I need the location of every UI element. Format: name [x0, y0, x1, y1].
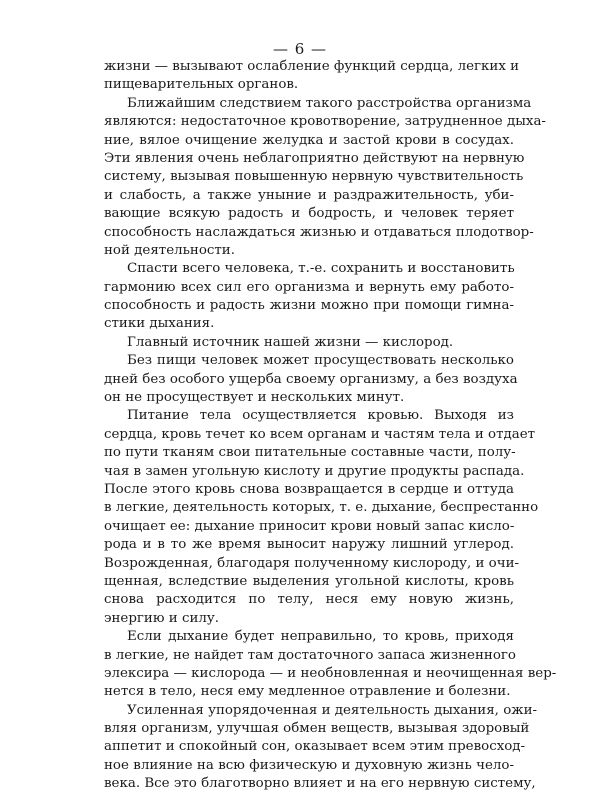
text-line: ние, вялое очищение желудка и застой крови в сосудах.: [104, 132, 514, 148]
text-line: вающие всякую радость и бодрость, и человек теряет: [104, 206, 514, 222]
paragraph: [104, 334, 514, 352]
text-line: Ближайшим следствием такого расстройства организма: [127, 95, 532, 111]
text-line: гармонию всех сил его организма и вернуть ему работо-: [104, 279, 514, 295]
text-line: Усиленная упорядоченная и деятельность дыхания, ожи-: [127, 702, 538, 718]
text-line: нется в тело, неся ему медленное отравление и болезни.: [104, 684, 511, 700]
paragraph: [104, 260, 514, 334]
text-line: ной деятельности.: [104, 242, 235, 258]
text-line: Без пищи человек может просуществовать несколько: [127, 353, 514, 369]
text-line: по пути тканям свои питательные составные части, полу-: [104, 445, 516, 461]
text-line: пищеварительных органов.: [104, 77, 299, 93]
text-line: являются: недостаточное кровотворение, затрудненное дыха-: [104, 114, 546, 130]
text-line: чая в замен угольную кислоту и другие продукты распада.: [104, 463, 525, 479]
paragraph: [104, 407, 539, 628]
text-line: аппетит и спокойный сон, оказывает всем этим превосход-: [104, 739, 526, 755]
text-line: века. Все это благотворно влияет и на его нервную систему,: [104, 776, 536, 792]
text-line: Питание тела осуществляется кровью. Выходя из: [127, 408, 514, 424]
body-text: [104, 58, 557, 794]
text-line: Если дыхание будет неправильно, то кровь, приходя: [127, 629, 514, 645]
text-line: После этого кровь снова возвращается в сердце и оттуда: [104, 481, 514, 497]
text-line: он не просуществует и нескольких минут.: [104, 390, 405, 406]
text-line: ное влияние на всю физическую и духовную жизнь чело-: [104, 757, 514, 773]
text-line: и слабость, а также уныние и раздражительность, уби-: [104, 187, 514, 203]
text-line: вляя организм, улучшая обмен веществ, вызывая здоровый: [104, 721, 530, 737]
text-line: Спасти всего человека, т.-е. сохранить и восстановить: [127, 261, 515, 277]
paragraph: [104, 702, 538, 794]
text-line: в легкие, не найдет там достаточного запаса жизненного: [104, 647, 516, 663]
page-number: — 6 —: [272, 40, 328, 58]
text-line: рода и в то же время выносит наружу лишний углерод.: [104, 537, 514, 553]
paragraph: [104, 95, 546, 261]
text-line: способность и радость жизни можно при помощи гимна-: [104, 298, 514, 314]
text-line: в легкие, деятельность которых, т. е. дыхание, беспрестанно: [104, 500, 539, 516]
text-line: Возрожденная, благодаря полученному кислороду, и очи-: [104, 555, 520, 571]
text-line: сердца, кровь течет ко всем органам и частям тела и отдает: [104, 426, 536, 442]
text-line: дней без особого ущерба своему организму, а без воздуха: [104, 371, 518, 387]
text-line: снова расходится по телу, неся ему новую жизнь,: [104, 592, 514, 608]
text-line: щенная, вследствие выделения угольной кислоты, кровь: [104, 573, 514, 589]
text-line: систему, вызывая повышенную нервную чувствительность: [104, 169, 524, 185]
text-line: способность наслаждаться жизнью и отдаваться плодотвор-: [104, 224, 534, 240]
paragraph: [104, 58, 520, 95]
text-line: жизни — вызывают ослабление функций сердца, легких и: [104, 59, 520, 74]
paragraph: [104, 352, 518, 407]
text-line: стики дыхания.: [104, 316, 215, 332]
text-line: энергию и силу.: [104, 610, 220, 626]
text-line: элексира — кислорода — и необновленная и неочищенная вер-: [104, 665, 557, 681]
text-line: Главный источник нашей жизни — кислород.: [127, 334, 454, 350]
paragraph: [104, 628, 557, 702]
text-line: Эти явления очень неблагоприятно действуют на нервную: [104, 150, 525, 166]
text-line: очищает ее: дыхание приносит крови новый запас кисло-: [104, 518, 515, 534]
